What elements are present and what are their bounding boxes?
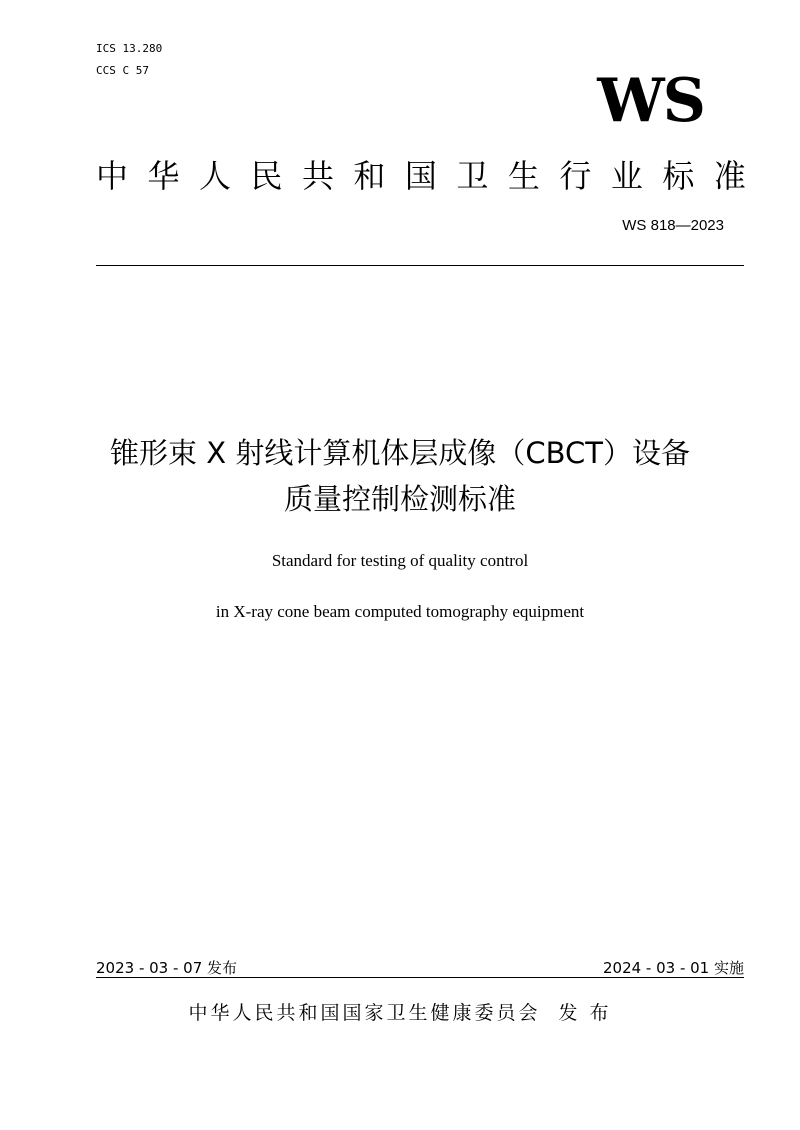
ws-logo: WS <box>597 66 704 136</box>
ccs-code: CCS C 57 <box>96 64 149 77</box>
standard-number: WS 818—2023 <box>622 217 724 234</box>
standard-type-char: 卫 <box>456 157 489 195</box>
publisher: 中华人民共和国国家卫生健康委员会 发 布 <box>188 1002 612 1024</box>
standard-type-char: 生 <box>507 157 540 195</box>
standard-type-char: 行 <box>559 157 592 195</box>
title-zh-line-1: 锥形束 X 射线计算机体层成像（CBCT）设备 <box>110 436 690 470</box>
standard-type-char: 民 <box>250 157 283 195</box>
implementation-date: 2024 - 03 - 01 实施 <box>602 959 744 977</box>
standard-type-char: 人 <box>198 157 231 195</box>
standard-type-char: 中 <box>96 157 129 195</box>
standard-type-char: 业 <box>610 157 643 195</box>
issue-date: 2023 - 03 - 07 发布 <box>96 959 238 977</box>
standard-type-heading <box>96 154 746 198</box>
title-en-line-2: in X-ray cone beam computed tomography equipment <box>215 602 585 621</box>
header-divider <box>96 265 744 266</box>
footer-divider <box>96 977 744 978</box>
standard-type-char: 国 <box>404 157 437 195</box>
standard-type-char: 共 <box>301 157 334 195</box>
ics-code: ICS 13.280 <box>96 42 163 55</box>
title-en-line-1: Standard for testing of quality control <box>271 551 529 570</box>
title-zh-line-2: 质量控制检测标准 <box>283 482 516 516</box>
standard-type-char: 标 <box>662 157 695 195</box>
standard-type-char: 和 <box>353 157 386 195</box>
standard-type-char: 华 <box>147 157 180 195</box>
standard-type-char: 准 <box>713 157 746 195</box>
